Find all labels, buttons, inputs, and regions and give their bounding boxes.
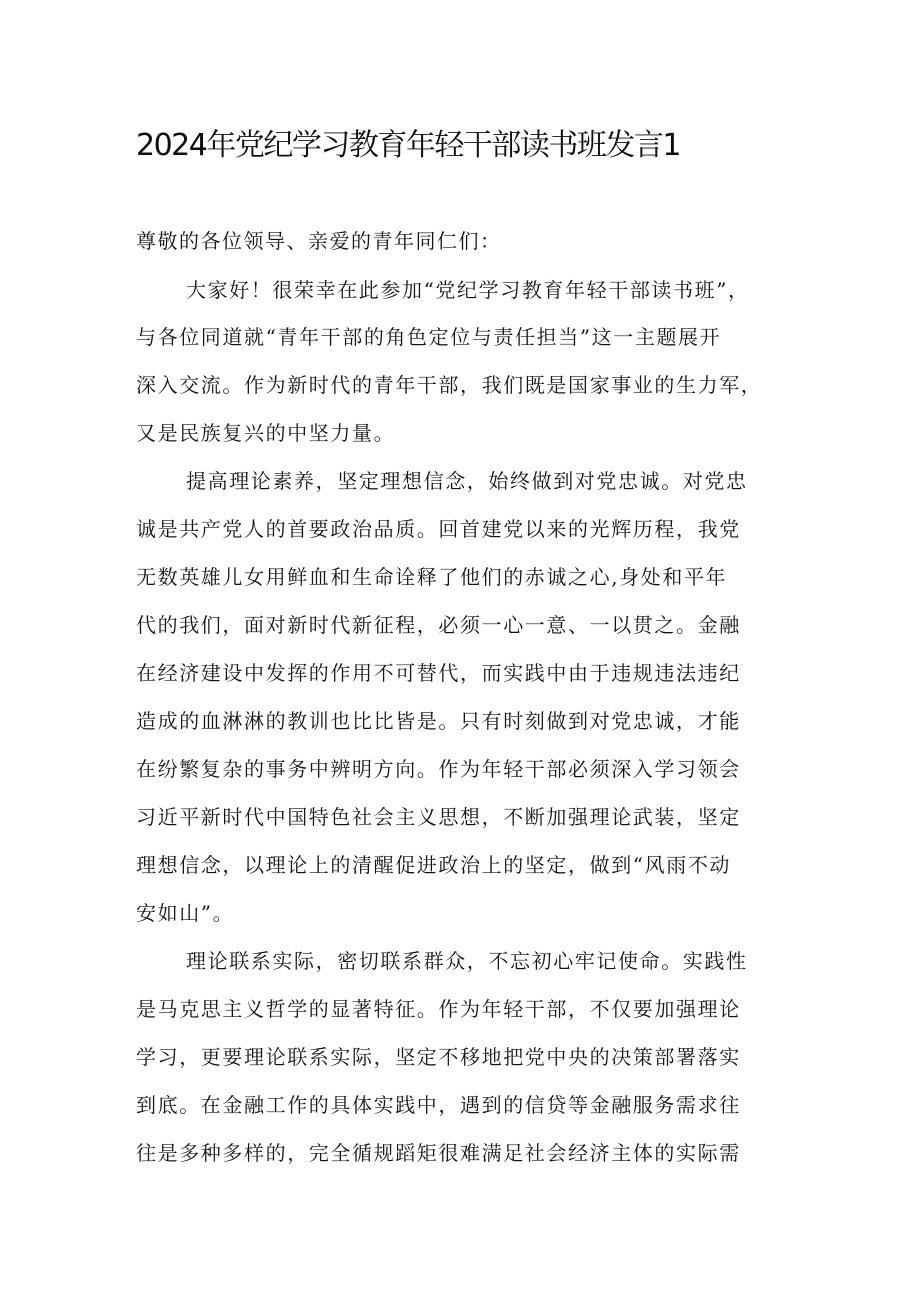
paragraph-line: 是马克思主义哲学的显著特征。作为年轻干部，不仅要加强理论 (136, 997, 741, 1021)
paragraph-line: 安如山”。 (136, 901, 235, 925)
paragraph-line: 造成的血淋淋的教训也比比皆是。只有时刻做到对党忠诚，才能 (136, 709, 741, 733)
paragraph-line: 到底。在金融工作的具体实践中，遇到的信贷等金融服务需求往 (136, 1093, 741, 1117)
paragraph-line: 理论联系实际，密切联系群众，不忘初心牢记使命。实践性 (186, 949, 748, 973)
paragraph-line: 习近平新时代中国特色社会主义思想，不断加强理论武装，坚定 (136, 805, 741, 829)
paragraph-line: 代的我们，面对新时代新征程，必须一心一意、一以贯之。金融 (136, 613, 741, 637)
paragraph-line: 诚是共产党人的首要政治品质。回首建党以来的光辉历程，我党 (136, 517, 741, 541)
paragraph-line: 往是多种多样的，完全循规蹈矩很难满足社会经济主体的实际需 (136, 1141, 741, 1165)
paragraph-line: 大家好！很荣幸在此参加“党纪学习教育年轻干部读书班”， (186, 278, 750, 302)
paragraph-line: 理想信念，以理论上的清醒促进政治上的坚定，做到“风雨不动 (136, 853, 732, 877)
paragraph-line: 学习，更要理论联系实际，坚定不移地把党中央的决策部署落实 (136, 1045, 741, 1069)
paragraph-line: 提高理论素养，坚定理想信念，始终做到对党忠诚。对党忠 (186, 469, 748, 493)
paragraph-line: 又是民族复兴的中坚力量。 (136, 421, 396, 445)
paragraph-line: 在纷繁复杂的事务中辨明方向。作为年轻干部必须深入学习领会 (136, 757, 741, 781)
paragraph-line: 深入交流。作为新时代的青年干部，我们既是国家事业的生力军， (136, 373, 763, 397)
paragraph-line: 与各位同道就“青年干部的角色定位与责任担当”这一主题展开 (136, 325, 722, 349)
document-title: 2024年党纪学习教育年轻干部读书班发言1 (136, 128, 680, 163)
paragraph-line: 无数英雄儿女用鲜血和生命诠释了他们的赤诚之心,身处和平年 (136, 565, 728, 589)
salutation: 尊敬的各位领导、亲爱的青年同仁们： (136, 229, 502, 253)
paragraph-line: 在经济建设中发挥的作用不可替代，而实践中由于违规违法违纪 (136, 661, 741, 685)
